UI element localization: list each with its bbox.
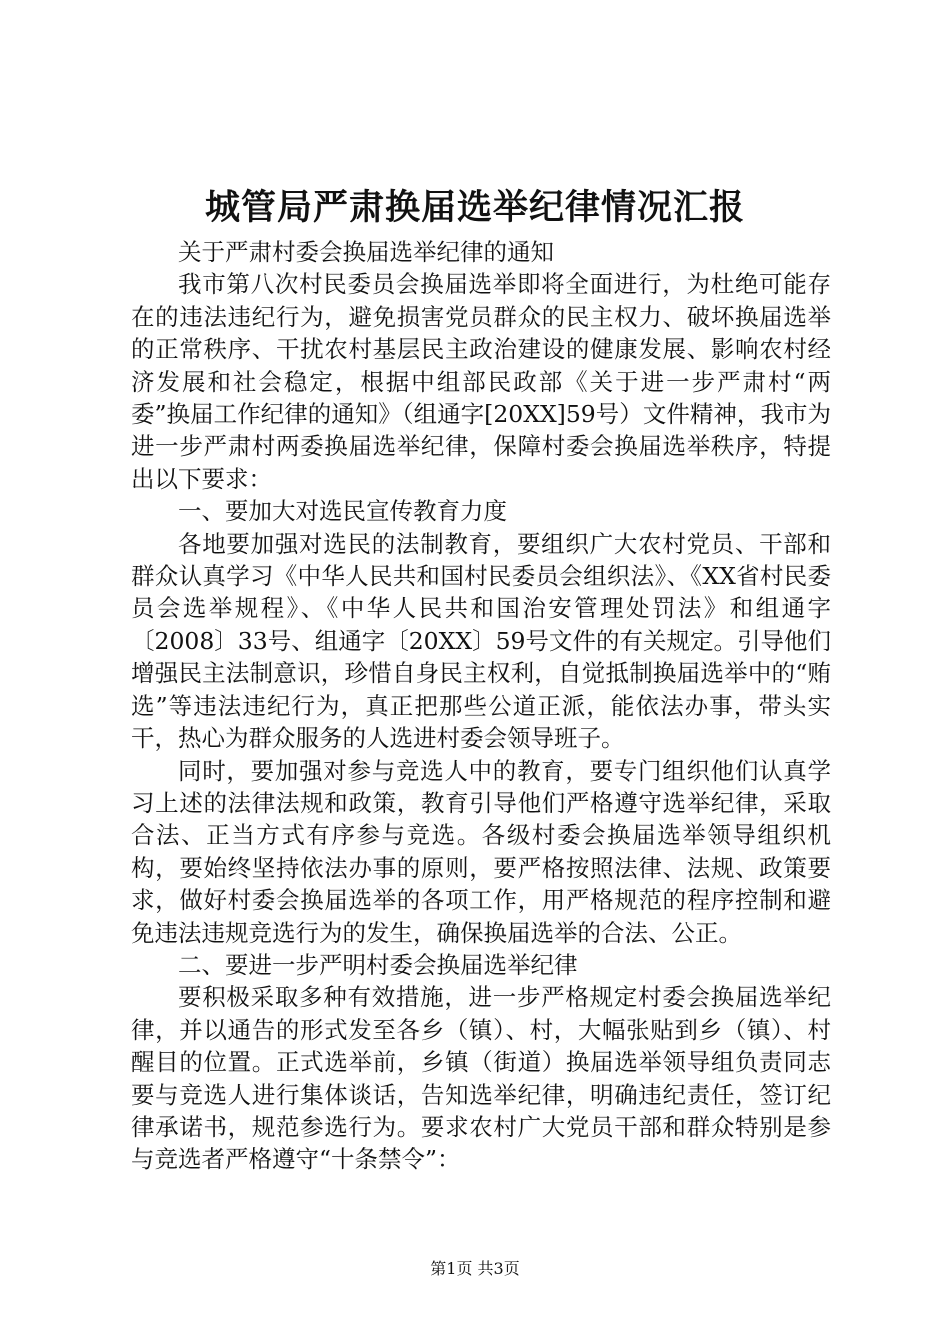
document-title: 城管局严肃换届选举纪律情况汇报 [204,188,745,228]
intro-paragraph: 我市第八次村民委员会换届选举即将全面进行，为杜绝可能存在的违法违纪行为，避免损害党员群众的民主权力、破坏换届选举的正常秩序、干扰农村基层民主政治建设的健康发展、影响农村经济发展和社会稳定，根据中组部民政部《关于进一步严肃村“两委”换届工作纪律的通知》（组通字[20XX]59号）文件精神，我市为进一步严肃村两委换届选举纪律，保障村委会换届选举秩序，特提出以下要求： [131,270,831,493]
section-heading-2: 二、要进一步严明村委会换届选举纪律 [178,950,578,979]
notice-heading: 关于严肃村委会换届选举纪律的通知 [178,238,554,266]
section-1-paragraph-1: 各地要加强对选民的法制教育，要组织广大农村党员、干部和群众认真学习《中华人民共和国村民委员会组织法》、《XX省村民委员会选举规程》、《中华人民共和国治安管理处罚法》和组通字〔2008〕33号、组通字〔20XX〕59号文件的有关规定。引导他们增强民主法制意识，珍惜自身民主权利，自觉抵制换届选举中的“贿选”等违法违纪行为，真正把那些公道正派，能依法办事，带头实干，热心为群众服务的人选进村委会领导班子。 [131,529,831,753]
document-body [131,236,831,1176]
section-heading-1: 一、要加大对选民宣传教育力度 [178,497,507,526]
page-number-footer: 第1页 共3页 [430,1259,520,1278]
section-1-paragraph-2: 同时，要加强对参与竞选人中的教育，要专门组织他们认真学习上述的法律法规和政策，教育引导他们严格遵守选举纪律，采取合法、正当方式有序参与竞选。各级村委会换届选举领导组织机构，要始终坚持依法办事的原则，要严格按照法律、法规、政策要求，做好村委会换届选举的各项工作，用严格规范的程序控制和避免违法违规竞选行为的发生，确保换届选举的合法、公正。 [131,756,831,947]
section-2-paragraph-1: 要积极采取多种有效措施，进一步严格规定村委会换届选举纪律，并以通告的形式发至各乡（镇）、村，大幅张贴到乡（镇）、村醒目的位置。正式选举前，乡镇（街道）换届选举领导组负责同志要与竞选人进行集体谈话，告知选举纪律，明确违纪责任，签订纪律承诺书，规范参选行为。要求农村广大党员干部和群众特别是参与竞选者严格遵守“十条禁令”： [131,983,831,1174]
